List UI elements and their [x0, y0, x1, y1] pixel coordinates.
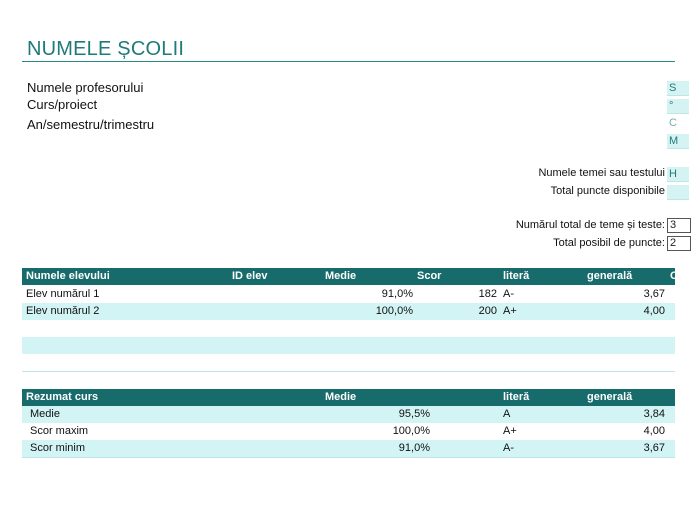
summary-gpa: 3,67 — [643, 442, 665, 454]
assignment-name-cell[interactable]: H — [667, 167, 689, 182]
student-average: 91,0% — [381, 288, 413, 300]
summary-letter: A+ — [503, 425, 517, 437]
header-cut[interactable]: C — [670, 270, 678, 282]
summary-average: 95,5% — [398, 408, 430, 420]
student-letter: A- — [503, 288, 514, 300]
course-cell[interactable]: ° — [667, 99, 689, 114]
students-table-header — [22, 268, 678, 285]
summary-average: 91,0% — [398, 442, 430, 454]
total-points-cell: 2 — [667, 236, 691, 251]
summary-average: 100,0% — [392, 425, 430, 437]
student-score: 200 — [478, 305, 497, 317]
student-name: Elev numărul 2 — [26, 305, 100, 317]
header-average[interactable]: Medie — [325, 270, 357, 282]
header-summary-gpa[interactable]: generală — [587, 391, 633, 403]
total-count-cell: 3 — [667, 218, 691, 233]
student-average: 100,0% — [375, 305, 413, 317]
summary-gpa: 3,84 — [643, 408, 665, 420]
points-available-label: Total puncte disponibile — [550, 185, 665, 197]
summary-row[interactable] — [22, 440, 675, 458]
course-label: Curs/proiect — [27, 97, 98, 112]
summary-letter: A — [503, 408, 511, 420]
summary-gpa: 4,00 — [643, 425, 665, 437]
summary-row[interactable] — [22, 423, 675, 441]
summary-table-header — [22, 389, 675, 406]
summary-row[interactable] — [22, 406, 675, 424]
summary-label: Medie — [30, 408, 60, 420]
header-summary-letter[interactable]: literă — [503, 391, 530, 403]
student-score: 182 — [478, 288, 497, 300]
student-name: Elev numărul 1 — [26, 288, 100, 300]
school-title: NUMELE ȘCOLII — [27, 38, 185, 60]
summary-label: Scor maxim — [30, 425, 89, 437]
total-points-label: Total posibil de puncte: — [553, 237, 665, 249]
term-extra-cell[interactable]: M — [667, 134, 689, 149]
empty-row[interactable] — [22, 337, 675, 355]
header-letter[interactable]: literă — [503, 270, 530, 282]
header-student-id[interactable]: ID elev — [232, 270, 268, 282]
teacher-name-label: Numele profesorului — [27, 80, 144, 95]
header-gpa[interactable]: generală — [587, 270, 633, 282]
assignment-name-label: Numele temei sau testului — [538, 167, 665, 179]
total-count-label: Numărul total de teme și teste: — [515, 219, 665, 231]
header-summary-average[interactable]: Medie — [325, 391, 357, 403]
table-row[interactable] — [22, 286, 675, 304]
header-student-name[interactable]: Numele elevului — [26, 270, 110, 282]
empty-row[interactable] — [22, 354, 675, 372]
teacher-name-cell[interactable]: S — [667, 81, 689, 96]
term-cell[interactable]: C — [669, 117, 677, 129]
points-available-cell[interactable] — [667, 185, 689, 200]
header-score[interactable]: Scor — [417, 270, 442, 282]
title-divider — [22, 61, 675, 62]
header-course-summary[interactable]: Rezumat curs — [26, 391, 99, 403]
student-gpa: 4,00 — [643, 305, 665, 317]
summary-letter: A- — [503, 442, 514, 454]
student-gpa: 3,67 — [643, 288, 665, 300]
table-row[interactable] — [22, 303, 675, 321]
term-label: An/semestru/trimestru — [27, 117, 155, 132]
student-letter: A+ — [503, 305, 517, 317]
summary-label: Scor minim — [30, 442, 86, 454]
empty-row[interactable] — [22, 320, 675, 338]
